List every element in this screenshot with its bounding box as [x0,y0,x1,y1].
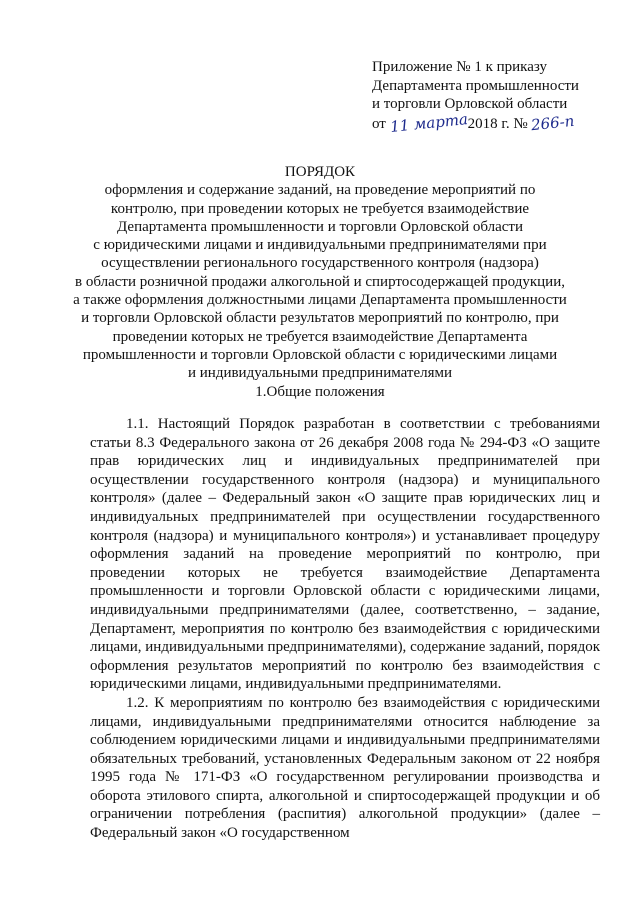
title-line: и торговли Орловской области результатов мероприятий по контролю, при [81,310,559,327]
title-line: проведении которых не требуется взаимодействие Департамента [112,328,528,345]
date-year: 2018 г. № [467,115,528,132]
title-line: контролю, при проведении которых не требуется взаимодействие [110,200,530,217]
title-line: оформления и содержание заданий, на проведение мероприятий по [104,182,536,199]
appendix-block [372,58,602,136]
handwritten-number: 266-п [530,111,576,134]
appendix-line: Приложение № 1 к приказу [372,59,547,75]
handwritten-date: 11 марта [388,109,469,136]
title-line: и индивидуальными предпринимателями [187,365,453,382]
section-heading: 1.Общие положения [255,384,385,400]
document-title [0,163,640,383]
paragraph: 1.2. К мероприятиям по контролю без взаимодействия с юридическими лицами, индивидуальными предпринимателями относится наблюдение за соблюдением юридическими лицами и индивидуальными предпринимателями обязательных требований, установленных Федеральным законом от 22 ноября 1995 года № 171-ФЗ «О государственном регулировании производства и оборота этилового спирта, алкогольной и спиртосодержащей продукции и об ограничении потребления (распития) алкогольной продукции» (далее – Федеральный закон «О государственном [90,694,600,842]
title-line: Департамента промышленности и торговли Орловской области [117,218,523,235]
title-line: а также оформления должностными лицами Департамента промышленности [73,292,567,309]
title-line: с юридическими лицами и индивидуальными предпринимателями при [93,237,547,254]
title-line: промышленности и торговли Орловской области с юридическими лицами [82,346,558,363]
document-body [90,415,600,843]
paragraph: 1.1. Настоящий Порядок разработан в соответствии с требованиями статьи 8.3 Федерального закона от 26 декабря 2008 года № 294-ФЗ «О защите прав юридических лиц и индивидуальных предпринимателей при осуществлении государственного контроля (надзора) и муниципального контроля» (далее – Федеральный закон «О защите прав юридических лиц и индивидуальных предпринимателей при осуществлении государственного контроля (надзора) и муниципального контроля») и устанавливает процедуру оформления заданий на проведение мероприятий по контролю, при проведении которых не требуется взаимодействие Департамента промышленности и торговли Орловской области с юридическими лицами, индивидуальными предпринимателями (далее, соответственно, – задание, Департамент, мероприятия по контролю без взаимодействия с юридическими лицами, индивидуальными предпринимателями), содержание заданий, порядок оформления результатов мероприятий по контролю без взаимодействия с юридическими лицами, индивидуальными предпринимателями. [90,416,600,693]
date-prefix: от [372,115,386,132]
title-line: осуществлении регионального государственного контроля (надзора) [101,255,539,272]
appendix-line: Департамента промышленности [372,77,579,94]
title-heading: ПОРЯДОК [284,164,356,180]
appendix-line: и торговли Орловской области [372,96,568,112]
appendix-date-line [372,109,602,136]
title-line: в области розничной продажи алкогольной и спиртосодержащей продукции, [75,273,565,290]
